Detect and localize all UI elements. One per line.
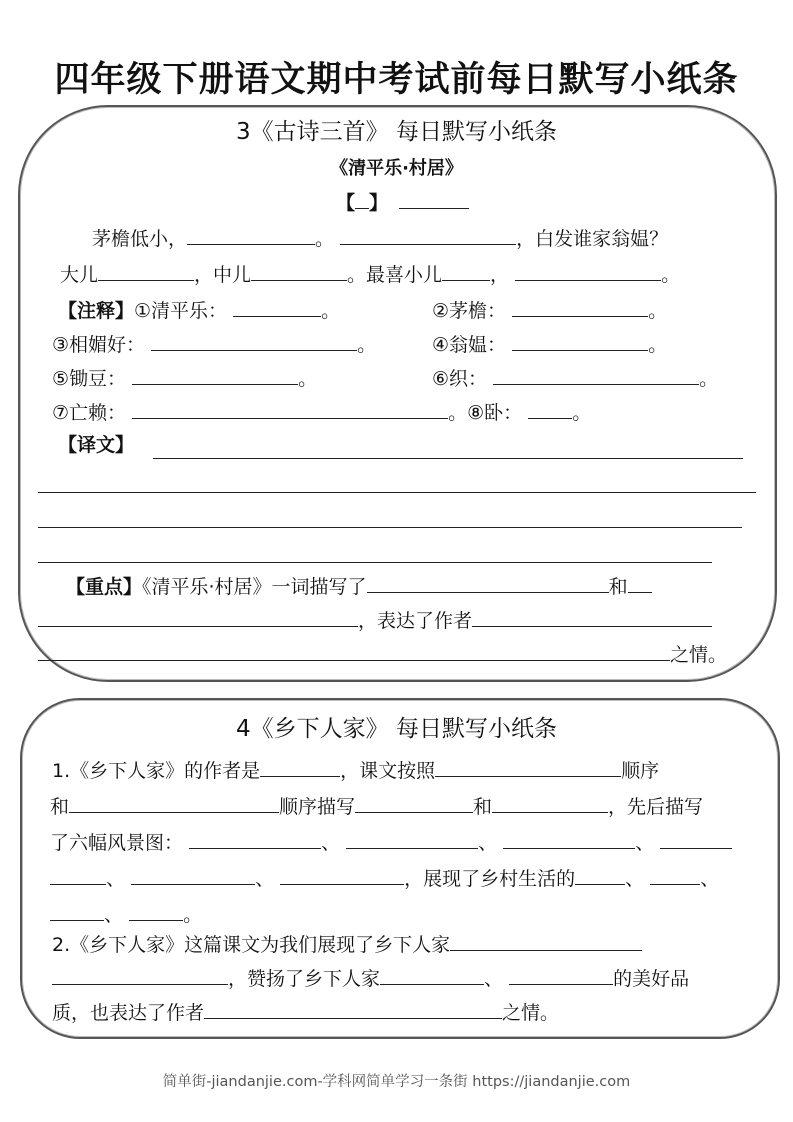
q1-line-4	[50, 864, 719, 892]
blank[interactable]	[50, 864, 106, 885]
text: 、	[104, 904, 124, 926]
key-point-line-2	[38, 606, 712, 634]
text: 、	[255, 868, 275, 890]
blank[interactable]	[493, 364, 699, 385]
note-label: ①清平乐：	[134, 300, 228, 322]
key-point-line-3	[38, 640, 727, 668]
text: 。	[183, 904, 203, 926]
blank[interactable]	[509, 964, 613, 985]
translation-line[interactable]	[38, 562, 712, 563]
note-label: ②茅檐：	[432, 300, 507, 322]
text: 、	[635, 832, 655, 854]
text: ，表达了作者	[358, 610, 473, 632]
blank[interactable]	[367, 572, 609, 593]
blank[interactable]	[52, 964, 228, 985]
text: 之情。	[670, 644, 728, 666]
text: ，白发谁家翁媪？	[516, 228, 669, 250]
text: 、	[106, 868, 126, 890]
text: 《清平乐·村居》一词描写了	[142, 576, 367, 598]
key-point-line-1	[66, 572, 652, 600]
text: 。	[298, 368, 318, 390]
blank[interactable]	[129, 900, 183, 921]
blank[interactable]	[251, 260, 347, 281]
note-label: ④翁媪：	[432, 334, 507, 356]
blank[interactable]	[38, 606, 358, 627]
q1-line-5	[50, 900, 202, 928]
blank[interactable]	[503, 828, 635, 849]
blank[interactable]	[131, 864, 255, 885]
q1-line-3	[50, 828, 732, 856]
note-5	[52, 364, 317, 392]
card1-heading: 3《古诗三首》 每日默写小纸条	[236, 119, 557, 145]
text: 。最喜小儿	[347, 264, 443, 286]
card2-heading: 4《乡下人家》 每日默写小纸条	[236, 716, 557, 742]
text: ，课文按照	[340, 760, 436, 782]
text: 、	[478, 832, 498, 854]
blank[interactable]	[355, 792, 473, 813]
text: 。	[648, 300, 668, 322]
blank[interactable]	[69, 792, 279, 813]
note-3	[52, 330, 376, 358]
blank[interactable]	[280, 864, 404, 885]
blank[interactable]	[442, 260, 490, 281]
poem-line-1	[92, 224, 668, 252]
notes-label: 【注释】	[58, 300, 135, 322]
note-1	[58, 296, 340, 324]
blank[interactable]	[233, 296, 321, 317]
blank[interactable]	[189, 828, 321, 849]
text: 、	[625, 868, 645, 890]
blank[interactable]	[151, 330, 357, 351]
text: ，先后描写	[608, 796, 704, 818]
blank[interactable]	[650, 864, 700, 885]
text: ，中儿	[194, 264, 252, 286]
q2-line-1	[52, 930, 642, 958]
blank[interactable]	[472, 606, 712, 627]
text: 和	[50, 796, 70, 818]
text: 。	[572, 402, 592, 424]
text: 、	[484, 968, 504, 990]
note-label: ③相媚好：	[52, 334, 146, 356]
translation-label: 【译文】	[58, 434, 135, 456]
note-6	[432, 364, 718, 392]
blank[interactable]	[38, 640, 670, 661]
blank[interactable]	[132, 398, 448, 419]
text: 。	[648, 334, 668, 356]
poem-author-line	[336, 188, 469, 216]
blank[interactable]	[380, 964, 484, 985]
blank[interactable]	[575, 864, 625, 885]
page-title: 四年级下册语文期中考试前每日默写小纸条	[54, 60, 739, 100]
dynasty-blank[interactable]	[355, 188, 369, 209]
text: 。	[448, 402, 468, 424]
q2-line-3	[52, 998, 559, 1026]
q1-line-1	[52, 756, 659, 784]
blank[interactable]	[98, 260, 194, 281]
translation-line[interactable]	[38, 527, 742, 528]
note-2	[432, 296, 667, 324]
text: 。	[357, 334, 377, 356]
note-label: ⑦亡赖：	[52, 402, 127, 424]
bracket-close: 】	[369, 192, 389, 214]
note-4	[432, 330, 667, 358]
text: 了六幅风景图：	[50, 832, 184, 854]
text: 大儿	[60, 264, 99, 286]
text: 和	[608, 576, 628, 598]
translation-line[interactable]	[153, 458, 743, 459]
footer-watermark: 简单街-jiandanjie.com-学科网简单学习一条街 https://jiandanjie.com	[162, 1074, 631, 1090]
blank[interactable]	[512, 296, 648, 317]
text: 。	[699, 368, 719, 390]
note-label: ⑥织：	[432, 368, 488, 390]
text: ，展现了乡村生活的	[404, 868, 576, 890]
blank[interactable]	[515, 260, 661, 281]
blank[interactable]	[346, 828, 478, 849]
text: 1.《乡下人家》的作者是	[52, 760, 261, 782]
note-label: ⑧卧：	[467, 402, 523, 424]
author-blank[interactable]	[399, 188, 469, 209]
blank[interactable]	[204, 998, 502, 1019]
blank[interactable]	[50, 900, 104, 921]
text: 。	[321, 300, 341, 322]
translation-line[interactable]	[38, 492, 756, 493]
q2-line-2	[52, 964, 689, 992]
blank[interactable]	[435, 756, 621, 777]
text: 、	[700, 868, 720, 890]
blank[interactable]	[340, 224, 516, 245]
text: ，	[490, 264, 510, 286]
text: 的美好品	[613, 968, 690, 990]
poem-title: 《清平乐·村居》	[330, 158, 463, 179]
blank[interactable]	[260, 756, 340, 777]
blank[interactable]	[132, 364, 298, 385]
q1-line-2	[50, 792, 703, 820]
text: 、	[321, 832, 341, 854]
blank[interactable]	[492, 792, 608, 813]
blank[interactable]	[528, 398, 572, 419]
poem-line-2	[60, 260, 680, 288]
text: 质，也表达了作者	[52, 1002, 205, 1024]
text: 2.《乡下人家》这篇课文为我们展现了乡下人家	[52, 934, 451, 956]
note-label: ⑤锄豆：	[52, 368, 127, 390]
blank[interactable]	[660, 828, 732, 849]
note-7-8	[52, 398, 591, 426]
text: 茅檐低小，	[92, 228, 188, 250]
blank[interactable]	[628, 572, 652, 593]
text: 。	[661, 264, 681, 286]
blank[interactable]	[512, 330, 648, 351]
text: 顺序	[621, 760, 660, 782]
key-label: 【重点】	[66, 576, 143, 598]
text: 和	[473, 796, 493, 818]
text: 。	[315, 228, 335, 250]
blank[interactable]	[450, 930, 642, 951]
blank[interactable]	[187, 224, 315, 245]
text: ，赞扬了乡下人家	[228, 968, 381, 990]
text: 之情。	[502, 1002, 560, 1024]
bracket-open: 【	[336, 192, 356, 214]
text: 顺序描写	[279, 796, 356, 818]
